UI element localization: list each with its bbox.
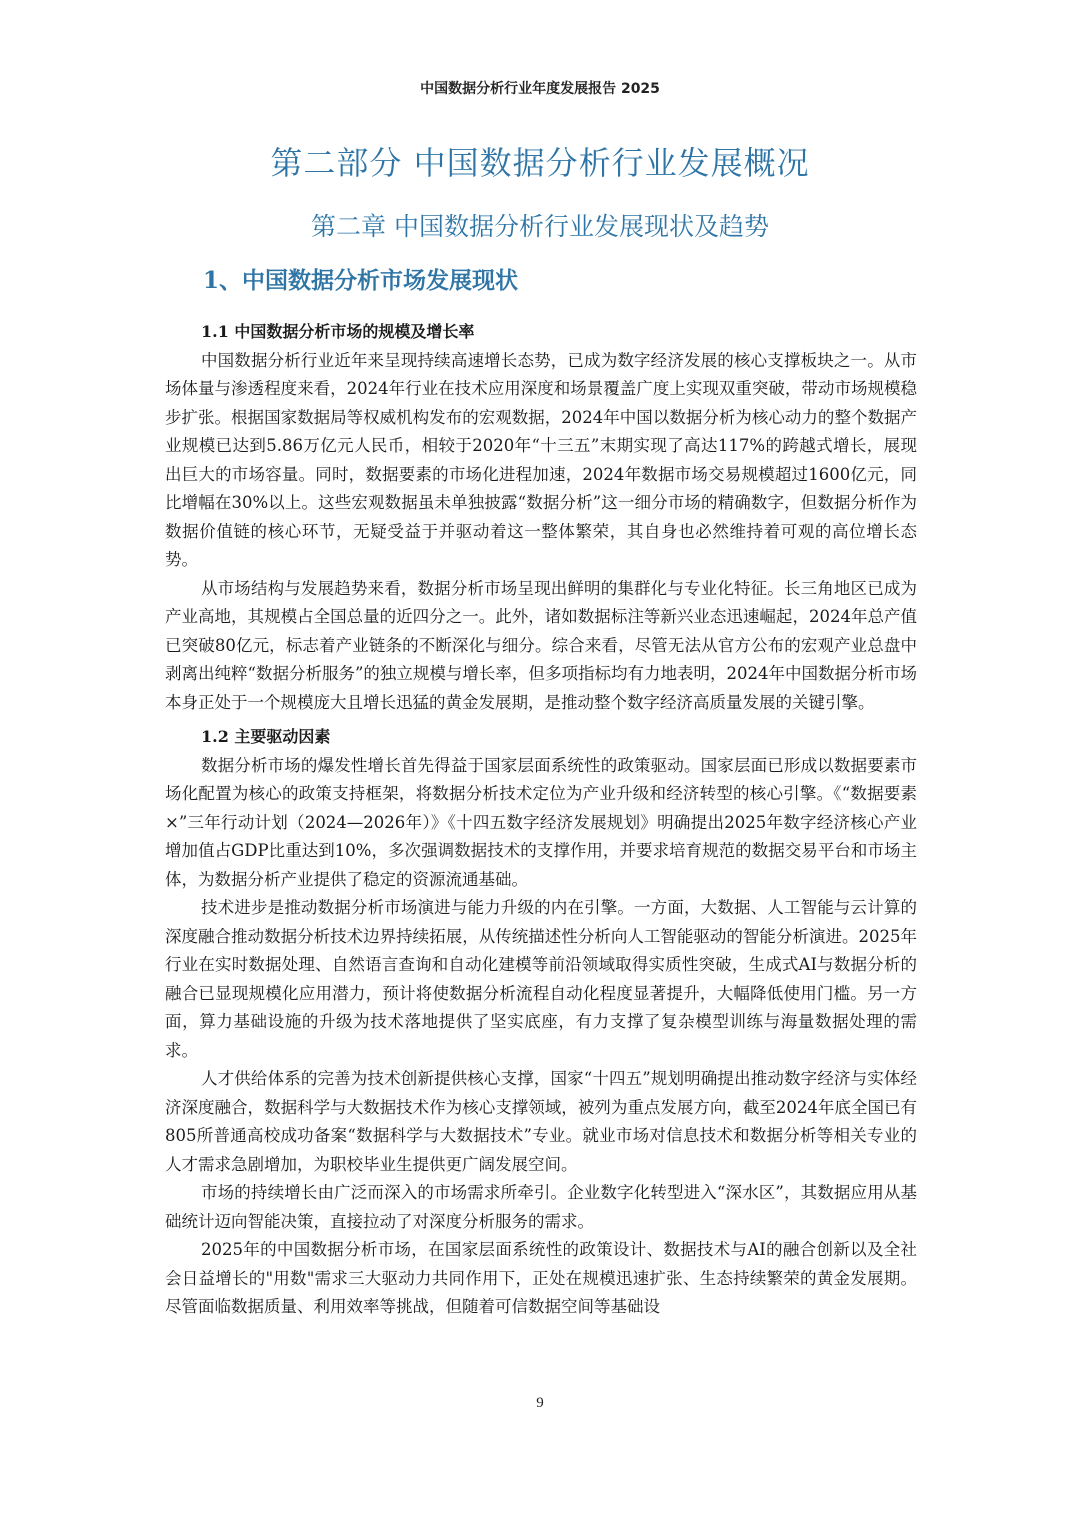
body-content (165, 318, 917, 1322)
page-number: 9 (536, 1395, 544, 1411)
paragraph: 人才供给体系的完善为技术创新提供核心支撑，国家“十四五”规划明确提出推动数字经济与实体经济深度融合，数据科学与大数据技术作为核心支撑领域，被列为重点发展方向，截至2024年底全国已有805所普通高校成功备案“数据科学与大数据技术”专业。就业市场对信息技术和数据分析等相关专业的人才需求急剧增加，为职校毕业生提供更广阔发展空间。 (165, 1069, 917, 1174)
paragraph: 中国数据分析行业近年来呈现持续高速增长态势，已成为数字经济发展的核心支撑板块之一。从市场体量与渗透程度来看，2024年行业在技术应用深度和场景覆盖广度上实现双重突破，带动市场规模稳步扩张。根据国家数据局等权威机构发布的宏观数据，2024年中国以数据分析为核心动力的整个数据产业规模已达到5.86万亿元人民币，相较于2020年“十三五”末期实现了高达117%的跨越式增长，展现出巨大的市场容量。同时，数据要素的市场化进程加速，2024年数据市场交易规模超过1600亿元，同比增幅在30%以上。这些宏观数据虽未单独披露“数据分析”这一细分市场的精确数字，但数据分析作为数据价值链的核心环节，无疑受益于并驱动着这一整体繁荣，其自身也必然维持着可观的高位增长态势。 (165, 350, 917, 569)
subsection-title-1-1: 1.1 中国数据分析市场的规模及增长率 (201, 322, 475, 341)
running-header: 中国数据分析行业年度发展报告 2025 (420, 81, 660, 97)
chapter-title: 第二章 中国数据分析行业发展现状及趋势 (311, 212, 769, 241)
paragraph: 数据分析市场的爆发性增长首先得益于国家层面系统性的政策驱动。国家层面已形成以数据要素市场化配置为核心的政策支持框架，将数据分析技术定位为产业升级和经济转型的核心引擎。《“数据要素×”三年行动计划（2024—2026年）》《十四五数字经济发展规划》明确提出2025年数字经济核心产业增加值占GDP比重达到10%，多次强调数据技术的支撑作用，并要求培育规范的数据交易平台和市场主体，为数据分析产业提供了稳定的资源流通基础。 (165, 755, 917, 889)
part-title: 第二部分 中国数据分析行业发展概况 (270, 144, 810, 182)
paragraph: 市场的持续增长由广泛而深入的市场需求所牵引。企业数字化转型进入“深水区”，其数据应用从基础统计迈向智能决策，直接拉动了对深度分析服务的需求。 (165, 1183, 917, 1231)
paragraph: 从市场结构与发展趋势来看，数据分析市场呈现出鲜明的集群化与专业化特征。长三角地区已成为产业高地，其规模占全国总量的近四分之一。此外，诸如数据标注等新兴业态迅速崛起，2024年总产值已突破80亿元，标志着产业链条的不断深化与细分。综合来看，尽管无法从官方公布的宏观产业总盘中剥离出纯粹“数据分析服务”的独立规模与增长率，但多项指标均有力地表明，2024年中国数据分析市场本身正处于一个规模庞大且增长迅猛的黄金发展期，是推动整个数字经济高质量发展的关键引擎。 (165, 578, 917, 712)
subsection-title-1-2: 1.2 主要驱动因素 (201, 727, 331, 746)
section-title: 1、中国数据分析市场发展现状 (203, 267, 519, 294)
paragraph: 技术进步是推动数据分析市场演进与能力升级的内在引擎。一方面，大数据、人工智能与云计算的深度融合推动数据分析技术边界持续拓展，从传统描述性分析向人工智能驱动的智能分析演进。2025年行业在实时数据处理、自然语言查询和自动化建模等前沿领域取得实质性突破，生成式AI与数据分析的融合已显现规模化应用潜力，预计将使数据分析流程自动化程度显著提升，大幅降低使用门槛。另一方面，算力基础设施的升级为技术落地提供了坚实底座，有力支撑了复杂模型训练与海量数据处理的需求。 (165, 898, 917, 1060)
paragraph: 2025年的中国数据分析市场，在国家层面系统性的政策设计、数据技术与AI的融合创新以及全社会日益增长的"用数"需求三大驱动力共同作用下，正处在规模迅速扩张、生态持续繁荣的黄金发展期。尽管面临数据质量、利用效率等挑战，但随着可信数据空间等基础设 (165, 1240, 917, 1316)
